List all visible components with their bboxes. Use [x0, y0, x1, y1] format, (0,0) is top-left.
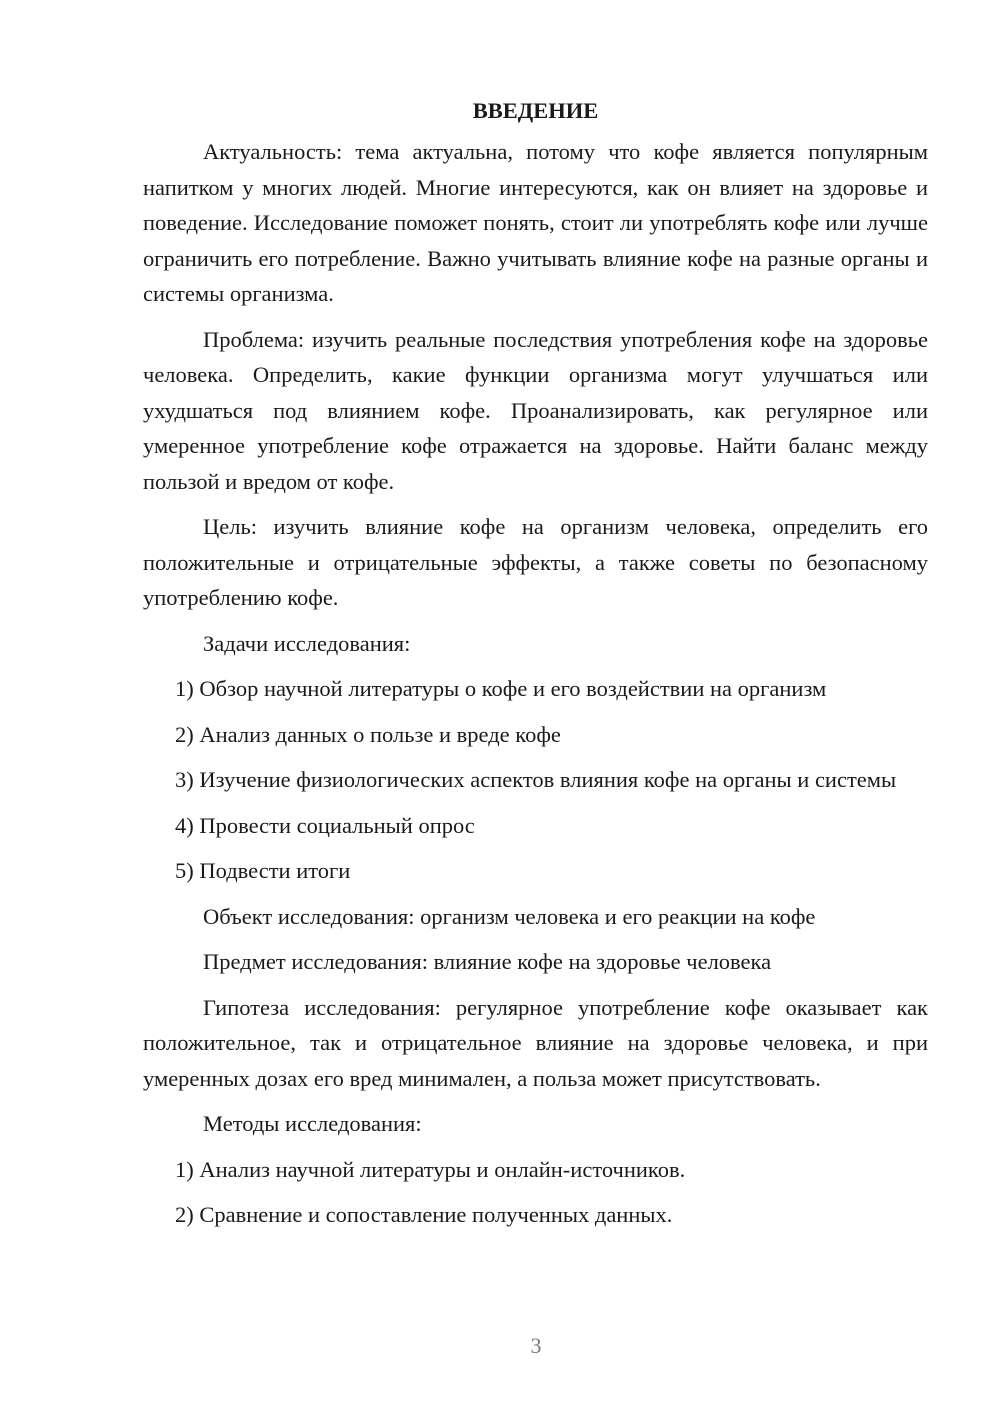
hypothesis-paragraph: Гипотеза исследования: регулярное употребление кофе оказывает как положительное, так и отрицательное влияние на здоровье человека, и при умеренных дозах его вред минимален, а польза может присутствовать.	[143, 994, 928, 1091]
goal-paragraph: Цель: изучить влияние кофе на организм человека, определить его положительные и отрицательные эффекты, а также советы по безопасному употреблению кофе.	[143, 514, 928, 610]
tasks-heading: Задачи исследования:	[203, 630, 411, 656]
task-item: 2) Анализ данных о пользе и вреде кофе	[175, 721, 561, 747]
subject-paragraph: Предмет исследования: влияние кофе на здоровье человека	[203, 949, 772, 974]
page-content	[143, 96, 928, 1243]
method-item: 2) Сравнение и сопоставление полученных данных.	[175, 1202, 673, 1227]
task-item: 4) Провести социальный опрос	[175, 812, 475, 838]
method-item: 1) Анализ научной литературы и онлайн-источников.	[175, 1156, 686, 1182]
relevance-paragraph: Актуальность: тема актуальна, потому что кофе является популярным напитком у многих людей. Многие интересуются, как он влияет на здоровье и поведение. Исследование поможет понять, стоит ли употреблять кофе или лучше ограничить его потребление. Важно учитывать влияние кофе на разные органы и системы организма.	[143, 139, 928, 306]
task-item: 3) Изучение физиологических аспектов влияния кофе на органы и системы	[175, 767, 897, 792]
page-title: ВВЕДЕНИЕ	[472, 98, 599, 123]
problem-paragraph: Проблема: изучить реальные последствия употребления кофе на здоровье человека. Определить, какие функции организма могут улучшаться или ухудшаться под влиянием кофе. Проанализировать, как регулярное или умеренное употребление кофе отражается на здоровье. Найти баланс между пользой и вредом от кофе.	[143, 326, 928, 494]
task-item: 5) Подвести итоги	[175, 858, 351, 883]
task-item: 1) Обзор научной литературы о кофе и его воздействии на организм	[175, 676, 827, 701]
methods-heading: Методы исследования:	[203, 1111, 422, 1136]
object-paragraph: Объект исследования: организм человека и его реакции на кофе	[203, 903, 816, 929]
page-number: 3	[530, 1333, 542, 1358]
